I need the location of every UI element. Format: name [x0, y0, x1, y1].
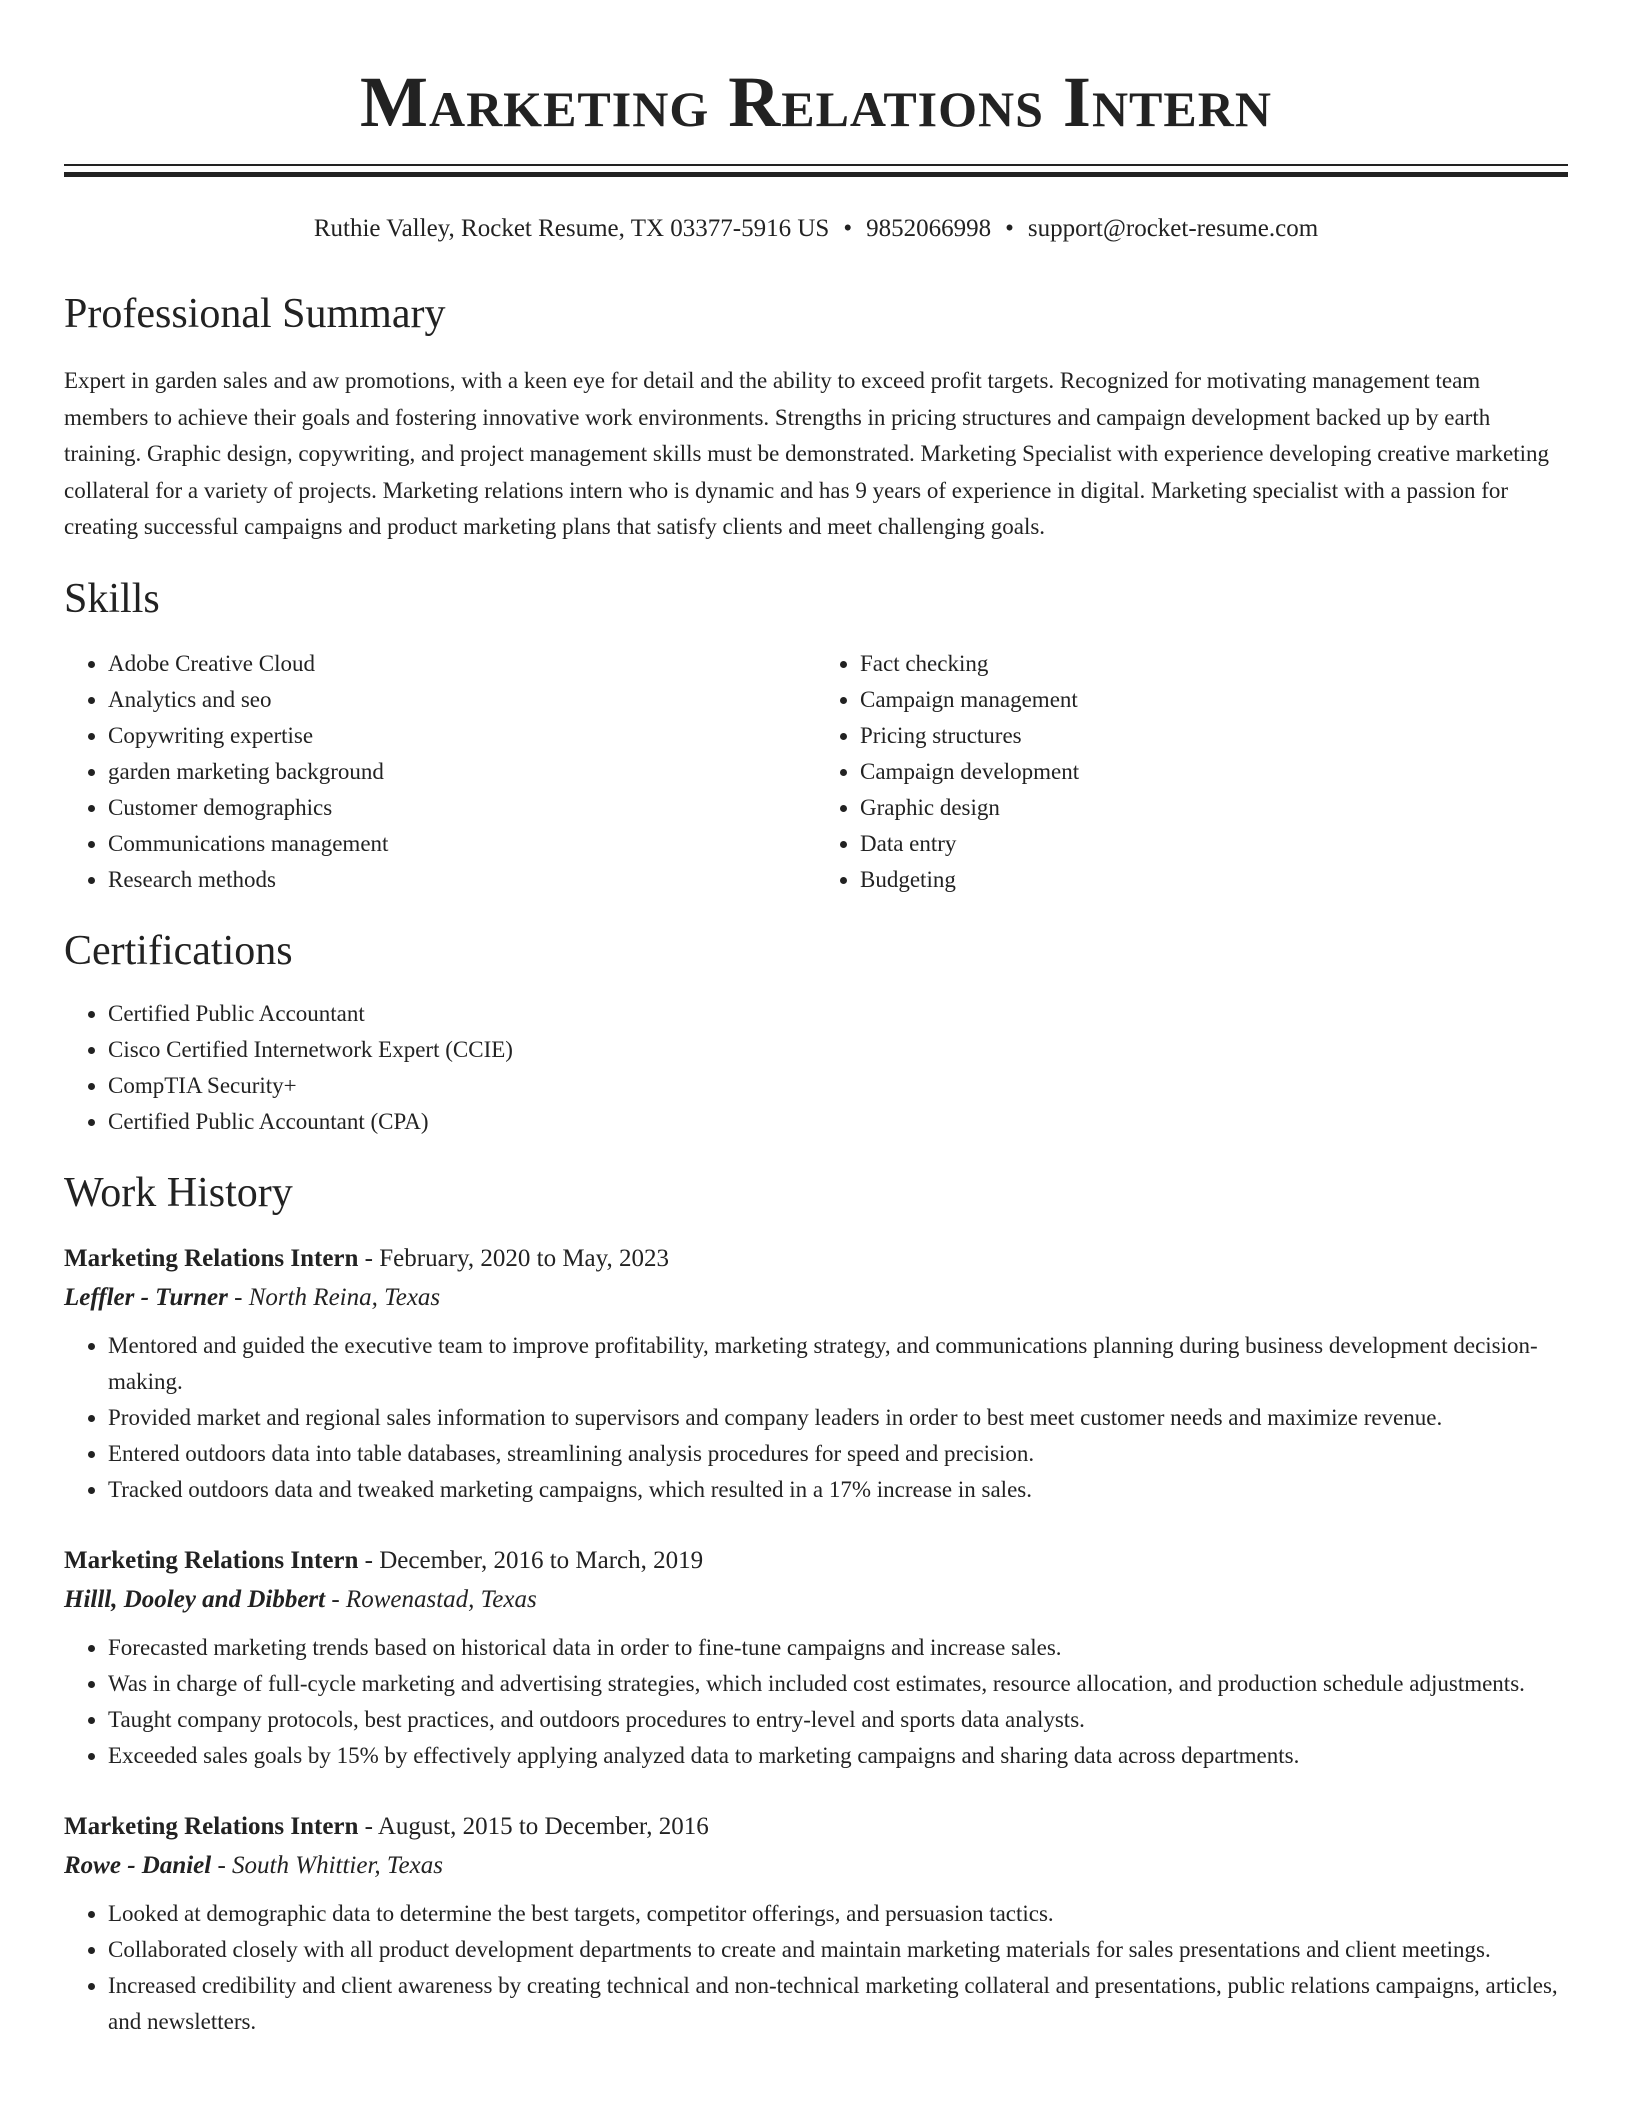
job-dates: - August, 2015 to December, 2016 — [358, 1812, 709, 1840]
job-bullet: • Exceeded sales goals by 15% by effectively applying analyzed data to marketing campaigns and sharing data across departments. — [108, 1738, 1568, 1774]
skill-item: • Graphic design — [860, 790, 1568, 826]
skill-item: • Pricing structures — [860, 718, 1568, 754]
job-location: - South Whittier, Texas — [211, 1851, 443, 1879]
job-entry — [64, 1542, 1568, 1774]
skill-item: • Research methods — [108, 862, 816, 898]
skill-item: • Budgeting — [860, 862, 1568, 898]
skills-heading: Skills — [64, 575, 160, 622]
job-location: - North Reina, Texas — [227, 1283, 441, 1311]
job-bullet: • Entered outdoors data into table databases, streamlining analysis procedures for speed and precision. — [108, 1436, 1568, 1472]
certification-item: • Certified Public Accountant — [108, 996, 1568, 1032]
skills-columns — [64, 646, 1568, 898]
skills-list-left — [64, 646, 816, 898]
job-bullet: • Forecasted marketing trends based on historical data in order to fine-tune campaigns and increase sales. — [108, 1630, 1568, 1666]
job-title-line — [64, 1808, 1568, 1846]
job-title: Marketing Relations Intern — [64, 1546, 359, 1574]
work-history-heading: Work History — [64, 1169, 293, 1216]
job-bullets — [64, 1630, 1568, 1774]
resume-title: Marketing Relations Intern — [360, 62, 1272, 142]
contact-email: support@rocket-resume.com — [1027, 215, 1319, 242]
skill-item: • Customer demographics — [108, 790, 816, 826]
job-bullets — [64, 1328, 1568, 1508]
skills-section — [64, 574, 1568, 898]
skill-item: • Campaign development — [860, 754, 1568, 790]
job-bullet: • Was in charge of full-cycle marketing and advertising strategies, which included cost estimates, resource allocation, and production schedule adjustments. — [108, 1666, 1568, 1702]
skill-item: • Data entry — [860, 826, 1568, 862]
summary-heading: Professional Summary — [64, 291, 446, 337]
job-bullets — [64, 1896, 1568, 2040]
job-location: - Rowenastad, Texas — [325, 1585, 537, 1613]
skill-item: • Fact checking — [860, 646, 1568, 682]
certifications-section — [64, 926, 1568, 1140]
certifications-heading: Certifications — [64, 927, 293, 974]
job-bullet: • Increased credibility and client awareness by creating technical and non-technical marketing collateral and presentations, public relations campaigns, articles, and newsletters. — [108, 1968, 1568, 2040]
job-company: Leffler - Turner — [64, 1283, 228, 1311]
skill-item: • Communications management — [108, 826, 816, 862]
job-entry — [64, 1240, 1568, 1508]
job-title-line — [64, 1240, 1568, 1278]
contact-address: Ruthie Valley, Rocket Resume, TX 03377-5916 US — [313, 215, 830, 242]
summary-section — [64, 289, 1568, 546]
job-company-line — [64, 1846, 1568, 1886]
skill-item: • Analytics and seo — [108, 682, 816, 718]
contact-phone: 9852066998 — [866, 215, 992, 242]
certification-item: • Certified Public Accountant (CPA) — [108, 1104, 1568, 1140]
certifications-list — [64, 996, 1568, 1140]
skill-item: • Adobe Creative Cloud — [108, 646, 816, 682]
job-bullet: • Looked at demographic data to determine the best targets, competitor offerings, and persuasion tactics. — [108, 1896, 1568, 1932]
job-bullet: • Taught company protocols, best practices, and outdoors procedures to entry-level and sports data analysts. — [108, 1702, 1568, 1738]
job-bullet: • Mentored and guided the executive team to improve profitability, marketing strategy, and communications planning during business development decision-making. — [108, 1328, 1568, 1400]
job-dates: - December, 2016 to March, 2019 — [358, 1546, 704, 1574]
job-company-line — [64, 1278, 1568, 1318]
job-company: Rowe - Daniel — [64, 1851, 212, 1879]
summary-text: Expert in garden sales and aw promotions, with a keen eye for detail and the ability to exceed profit targets. Recognized for motivating management team members to achieve their goals and fostering innovative work environments. Strengths in pricing structures and campaign development backed up by earth training. Graphic design, copywriting, and project management skills must be demonstrated. Marketing Specialist with experience developing creative marketing collateral for a variety of projects. Marketing relations intern who is dynamic and has 9 years of experience in digital. Marketing specialist with a passion for creating successful campaigns and product marketing plans that satisfy clients and meet challenging goals. — [64, 368, 1549, 539]
skill-item: • garden marketing background — [108, 754, 816, 790]
title-rule-thick — [64, 172, 1568, 177]
contact-separator: • — [1005, 215, 1014, 242]
work-history-section — [64, 1168, 1568, 2040]
job-title: Marketing Relations Intern — [64, 1812, 359, 1840]
job-entry — [64, 1808, 1568, 2040]
job-title-line — [64, 1542, 1568, 1580]
job-company-line — [64, 1580, 1568, 1620]
title-rule-thin — [64, 164, 1568, 166]
job-bullet: • Tracked outdoors data and tweaked marketing campaigns, which resulted in a 17% increase in sales. — [108, 1472, 1568, 1508]
certification-item: • Cisco Certified Internetwork Expert (CCIE) — [108, 1032, 1568, 1068]
skill-item: • Campaign management — [860, 682, 1568, 718]
job-title: Marketing Relations Intern — [64, 1244, 359, 1272]
job-company: Hilll, Dooley and Dibbert — [64, 1585, 326, 1613]
contact-separator: • — [843, 215, 853, 242]
job-dates: - February, 2020 to May, 2023 — [358, 1244, 670, 1272]
skill-item: • Copywriting expertise — [108, 718, 816, 754]
job-bullet: • Collaborated closely with all product development departments to create and maintain marketing materials for sales presentations and client meetings. — [108, 1932, 1568, 1968]
certification-item: • CompTIA Security+ — [108, 1068, 1568, 1104]
skills-list-right — [816, 646, 1568, 898]
job-bullet: • Provided market and regional sales information to supervisors and company leaders in order to best meet customer needs and maximize revenue. — [108, 1400, 1568, 1436]
contact-line — [64, 213, 1568, 245]
